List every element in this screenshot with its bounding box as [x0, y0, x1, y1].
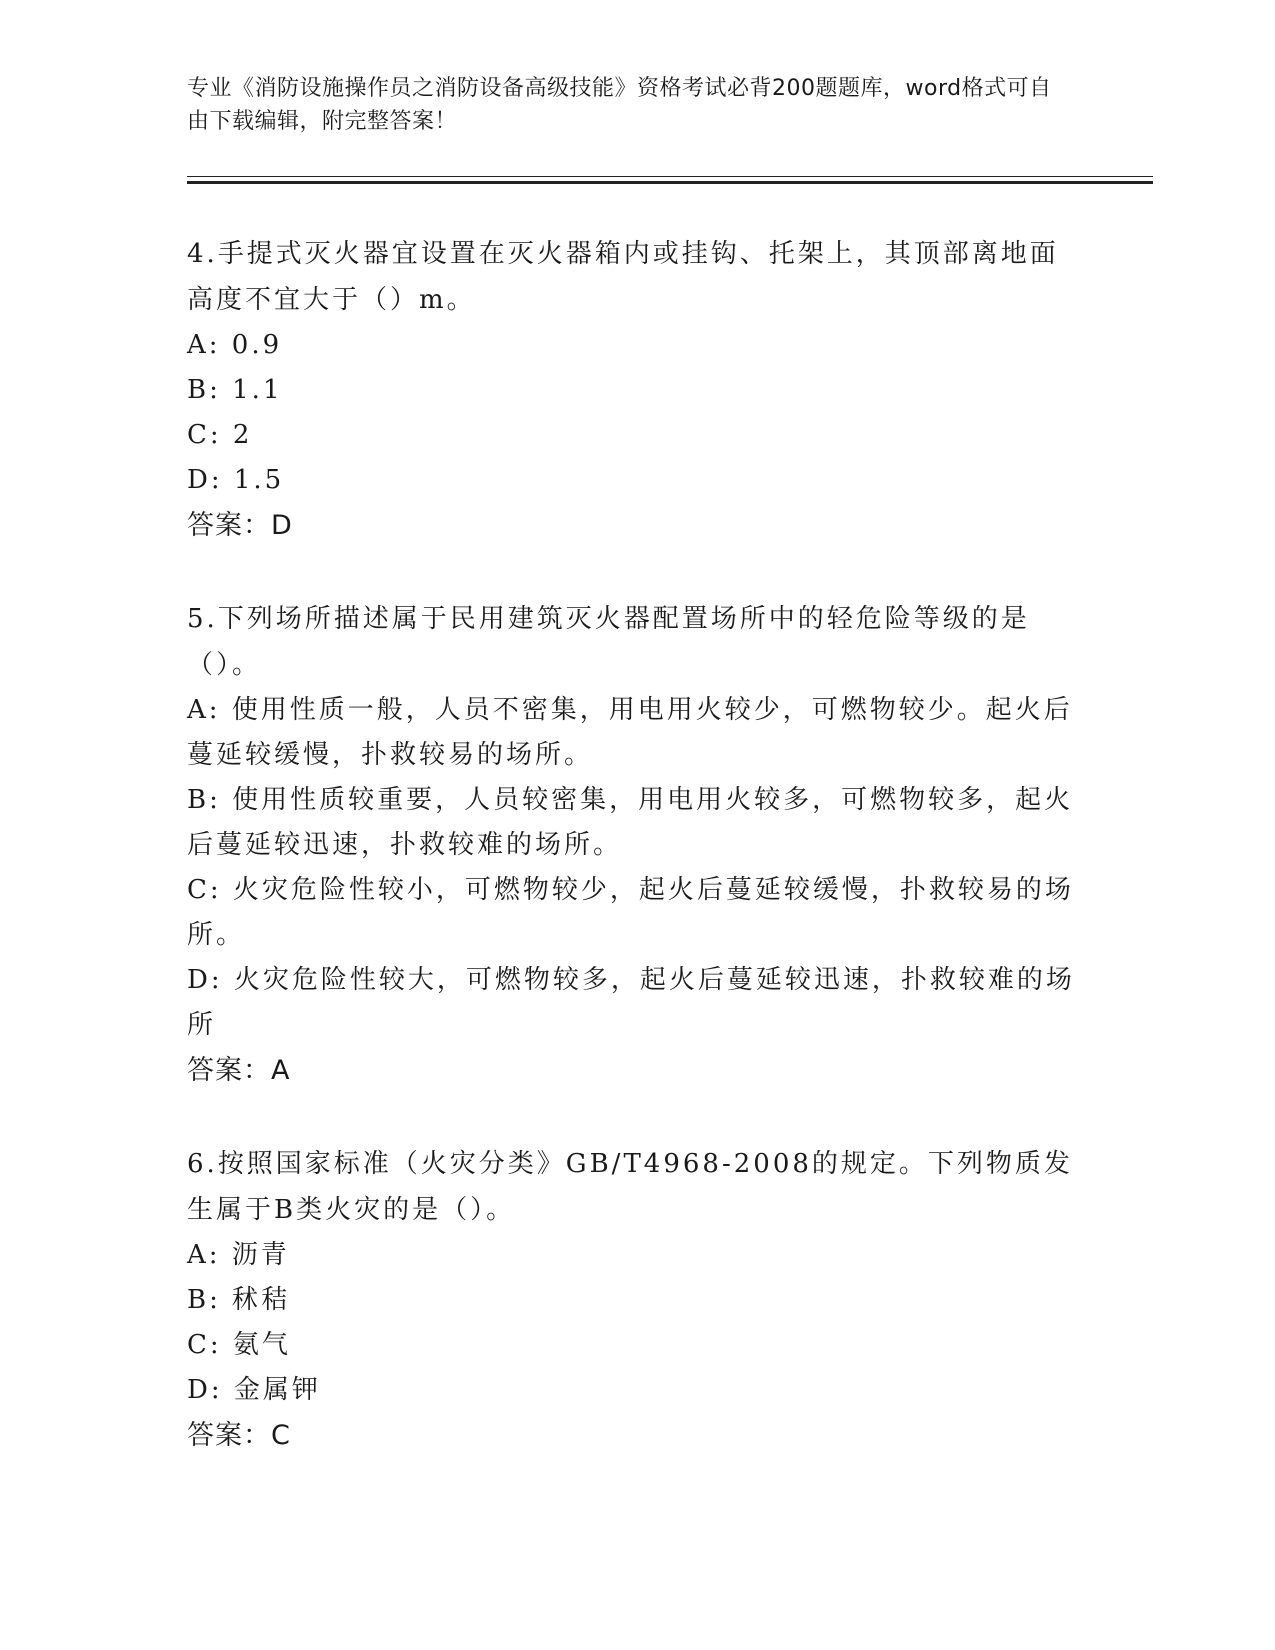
question-5: [187, 596, 1077, 1093]
option-a: A: 0.9: [187, 330, 283, 360]
option-c: C: 2: [187, 420, 253, 450]
header-divider-thin: [187, 176, 1153, 177]
option-b: B: 秫秸: [187, 1285, 291, 1315]
document-intro: 专业《消防设施操作员之消防设备高级技能》资格考试必背200题题库，word格式可自由下载编辑，附完整答案！: [187, 76, 1052, 134]
option-a: A: 沥青: [187, 1240, 290, 1270]
answer: 答案：D: [187, 510, 293, 541]
option-a: A: 使用性质一般，人员不密集，用电用火较少，可燃物较少。起火后蔓延较缓慢，扑救较易的场所。: [187, 695, 1073, 770]
answer: 答案：A: [187, 1055, 291, 1086]
option-b: B: 1.1: [187, 375, 283, 405]
question-stem: 5.下列场所描述属于民用建筑灭火器配置场所中的轻危险等级的是（）。: [187, 604, 1030, 680]
option-c: C: 火灾危险性较小，可燃物较少，起火后蔓延较缓慢，扑救较易的场所。: [187, 875, 1074, 950]
question-stem: 4.手提式灭火器宜设置在灭火器箱内或挂钩、托架上，其顶部离地面高度不宜大于（）m。: [187, 239, 1059, 315]
option-b: B: 使用性质较重要，人员较密集，用电用火较多，可燃物较多，起火后蔓延较迅速，扑救较难的场所。: [187, 785, 1074, 860]
question-6: [187, 1141, 1077, 1458]
option-d: D: 火灾危险性较大，可燃物较多，起火后蔓延较迅速，扑救较难的场所: [187, 965, 1075, 1040]
header-divider-thick: [187, 181, 1153, 184]
answer: 答案：C: [187, 1420, 291, 1451]
question-stem: 6.按照国家标准（火灾分类》GB/T4968-2008的规定。下列物质发生属于B类火灾的是（）。: [187, 1149, 1073, 1225]
option-c: C: 氨气: [187, 1330, 291, 1360]
question-4: [187, 231, 1077, 548]
option-d: D: 金属钾: [187, 1375, 321, 1405]
option-d: D: 1.5: [187, 465, 285, 495]
